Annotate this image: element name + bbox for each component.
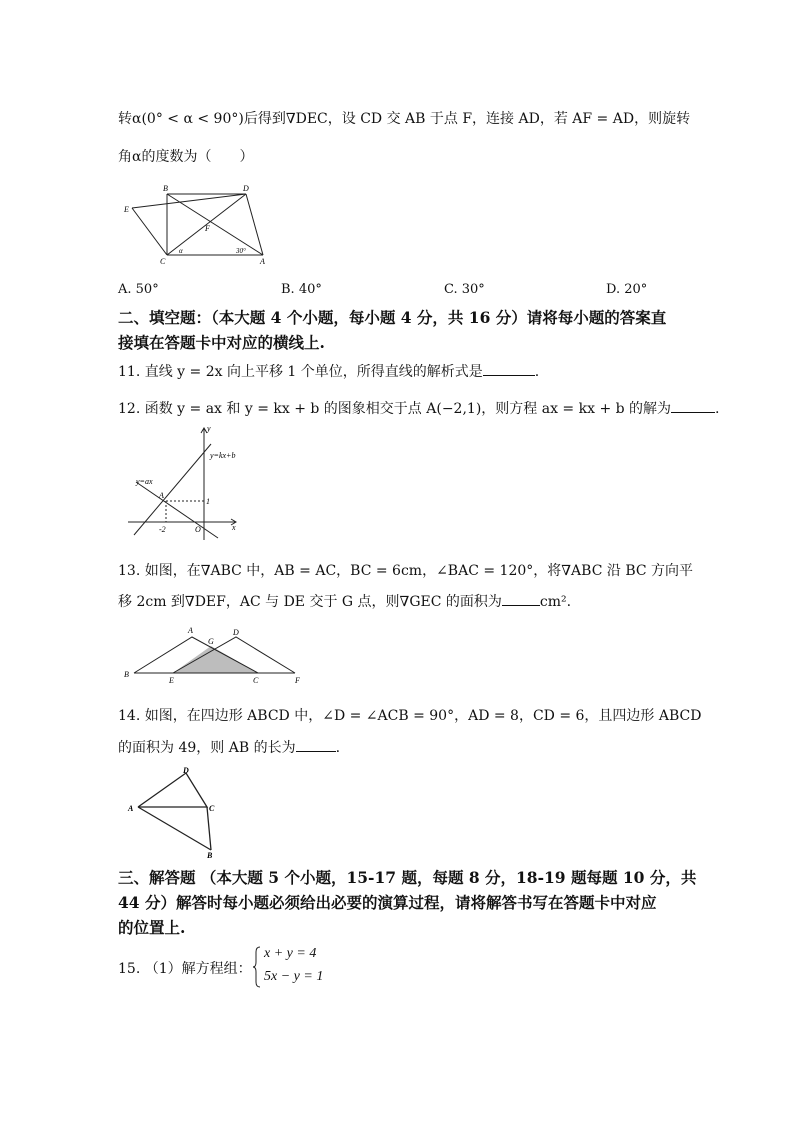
q12-answer-blank[interactable] [671,412,715,413]
q14-figure [118,765,228,860]
q15-label: 15. （1）解方程组： [118,961,252,977]
q10-label-alpha: α [179,247,183,255]
q11-before: 11. 直线 y = 2x 向上平移 1 个单位，所得直线的解析式是 [118,364,483,380]
q12-label-x: x [232,523,236,532]
q13-label-B: B [124,670,129,679]
q15-eq1: x + y = 4 [264,946,317,961]
q11-after: . [534,364,540,380]
q13-figure [118,624,308,686]
q10-label-angle: 30° [236,247,246,255]
q10-line2: 角α的度数为（ ） [118,149,254,165]
q10-label-A: A [260,257,265,266]
q12-label-neg2: -2 [159,525,166,534]
q12-label-O: O [195,525,201,534]
q13-label-G: G [208,637,214,646]
q10-label-C: C [160,257,166,266]
q12-label-y: y [207,424,211,433]
q14-label-C: C [209,804,215,813]
q11-text [118,361,539,381]
brace-icon [252,946,262,988]
section3-heading-line2: 44 分）解答时每小题必须给出必要的演算过程，请将解答书写在答题卡中对应 [118,893,657,912]
q10-label-E: E [124,205,129,214]
q12-text [118,398,720,418]
q10-option-a: A. 50° [118,282,159,297]
q12-figure [118,420,248,545]
q11-answer-blank[interactable] [483,375,535,376]
q10-option-c: C. 30° [444,282,485,297]
q13-label-F: F [295,676,300,685]
q12-label-A: A [159,491,164,500]
q13-label-C: C [253,676,259,685]
q12-label-ax: y=ax [136,477,153,486]
q10-label-B: B [163,184,168,193]
q14-label-A: A [128,804,134,813]
section2-heading-line2: 接填在答题卡中对应的横线上. [118,333,325,352]
section3-heading-line3: 的位置上. [118,918,186,937]
q14-label-D: D [183,766,189,775]
q14-line1: 14. 如图，在四边形 ABCD 中，∠D = ∠ACB = 90°，AD = 8，CD = 6，且四边形 ABCD [118,708,702,724]
q13-label-A: A [188,626,193,635]
q10-label-F: F [205,224,210,233]
q10-option-b: B. 40° [281,282,322,297]
section2-heading-line1: 二、填空题：（本大题 4 个小题，每小题 4 分，共 16 分）请将每小题的答案直 [118,308,667,327]
q13-label-E: E [169,676,174,685]
q14-line2-before: 的面积为 49，则 AB 的长为 [118,740,296,756]
q13-line2-after: cm². [539,594,572,610]
q10-option-d: D. 20° [606,282,648,297]
q12-before: 12. 函数 y = ax 和 y = kx + b 的图象相交于点 A(−2,1)，则方程 ax = kx + b 的解为 [118,401,672,417]
q14-label-B: B [207,851,213,860]
q14-line2-after: . [335,740,341,756]
section3-heading-line1: 三、解答题 （本大题 5 个小题，15-17 题，每题 8 分，18-19 题每题 10 分，共 [118,868,697,887]
q10-line1: 转α(0° < α < 90°)后得到∇DEC，设 CD 交 AB 于点 F，连接 AD，若 AF = AD，则旋转 [118,111,691,127]
q13-label-D: D [233,628,239,637]
q13-answer-blank[interactable] [502,605,540,606]
q14-line2 [118,737,340,757]
q15-eq2: 5x − y = 1 [264,969,324,984]
q10-figure [118,180,278,270]
q12-after: . [715,401,720,417]
q13-line2 [118,591,571,611]
q13-line1: 13. 如图，在∇ABC 中，AB = AC，BC = 6cm，∠BAC = 120°，将∇ABC 沿 BC 方向平 [118,563,694,579]
q10-label-D: D [243,184,249,193]
q12-label-kxb: y=kx+b [210,451,236,460]
q14-answer-blank[interactable] [296,751,336,752]
q13-line2-before: 移 2cm 到∇DEF，AC 与 DE 交于 G 点，则∇GEC 的面积为 [118,594,502,610]
q12-label-one: 1 [206,497,210,506]
